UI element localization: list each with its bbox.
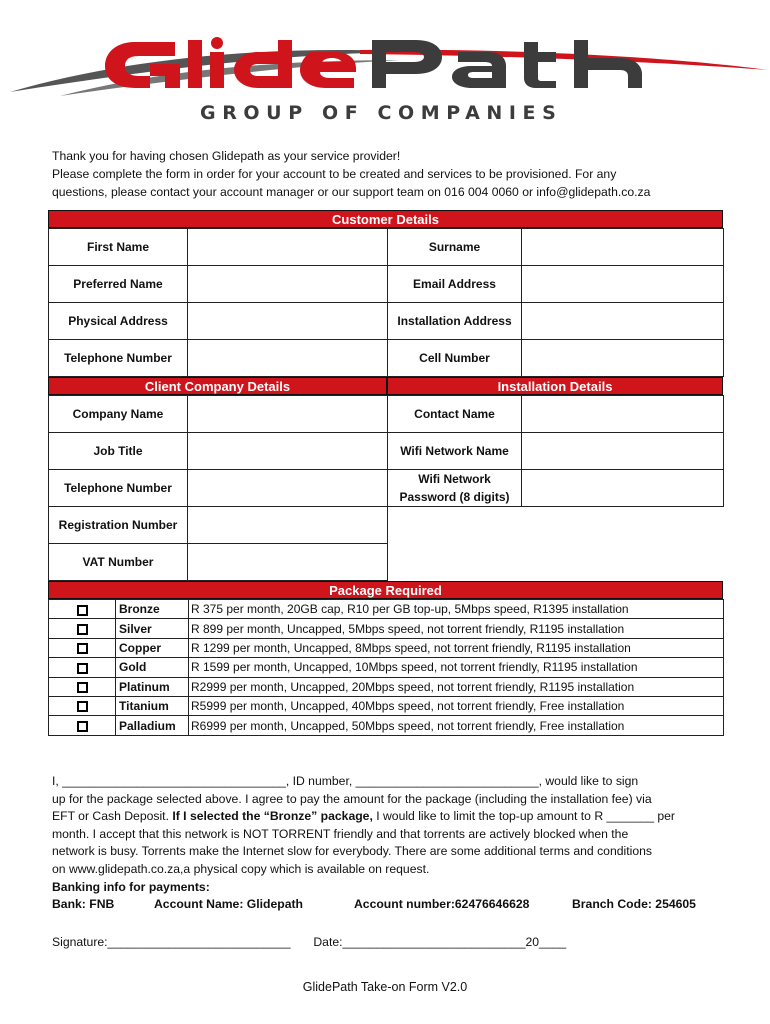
intro-line: Please complete the form in order for your account to be created and services to be provisioned. For any [52, 166, 617, 181]
banking-heading: Banking info for payments: [52, 879, 210, 894]
package-name: Gold [116, 658, 189, 677]
date-field[interactable]: Date:___________________________20____ [313, 935, 567, 949]
terms-line: I, _________________________________, ID number, ___________________________, would like to sign [52, 774, 639, 788]
contact-name-input[interactable] [522, 396, 724, 433]
platinum-checkbox[interactable] [77, 682, 88, 693]
field-label: Wifi Network Password (8 digits) [388, 470, 522, 507]
terms-line: up for the package selected above. I agree to pay the amount for the package (including the installation fee) via [52, 791, 652, 806]
field-label: VAT Number [49, 544, 188, 581]
package-name: Titanium [116, 696, 189, 715]
copper-checkbox[interactable] [77, 643, 88, 654]
customer-details-heading: Customer Details [48, 210, 723, 228]
field-label: Cell Number [388, 340, 522, 377]
package-name: Bronze [116, 600, 189, 619]
table-row [49, 229, 724, 266]
installation-details-heading: Installation Details [387, 377, 723, 395]
registration-number-input[interactable] [188, 507, 388, 544]
package-table [48, 599, 724, 736]
vat-number-input[interactable] [188, 544, 388, 581]
package-description: R6999 per month, Uncapped, 50Mbps speed, not torrent friendly, Free installation [189, 716, 724, 735]
surname-input[interactable] [522, 229, 724, 266]
terms-line: EFT or Cash Deposit. If I selected the “Bronze” package, I would like to limit the top-up amount to R _______ per [52, 809, 675, 824]
section-headings [48, 377, 723, 395]
terms-section [52, 773, 720, 914]
silver-checkbox[interactable] [77, 624, 88, 635]
package-description: R5999 per month, Uncapped, 40Mbps speed, not torrent friendly, Free installation [189, 696, 724, 715]
preferred-name-input[interactable] [188, 266, 388, 303]
telephone-number-input[interactable] [188, 340, 388, 377]
package-row [49, 658, 724, 677]
email-address-input[interactable] [522, 266, 724, 303]
field-label: Contact Name [388, 396, 522, 433]
field-label: Telephone Number [49, 340, 188, 377]
company-details-table [48, 395, 724, 581]
package-name: Palladium [116, 716, 189, 735]
package-row [49, 600, 724, 619]
package-row [49, 696, 724, 715]
field-label: First Name [49, 229, 188, 266]
package-description: R2999 per month, Uncapped, 20Mbps speed, not torrent friendly, R1195 installation [189, 677, 724, 696]
gold-checkbox[interactable] [77, 663, 88, 674]
signature-line [52, 935, 566, 949]
package-name: Copper [116, 638, 189, 657]
palladium-checkbox[interactable] [77, 721, 88, 732]
table-row [49, 433, 724, 470]
intro-text [52, 148, 732, 201]
field-label: Wifi Network Name [388, 433, 522, 470]
table-row [49, 266, 724, 303]
signature-field[interactable]: Signature:___________________________ [52, 935, 291, 949]
physical-address-input[interactable] [188, 303, 388, 340]
wifi-network-name-input[interactable] [522, 433, 724, 470]
package-required-heading: Package Required [48, 581, 723, 599]
package-row [49, 638, 724, 657]
branch-code: Branch Code: 254605 [572, 897, 696, 912]
banking-details [52, 896, 720, 914]
installation-address-input[interactable] [522, 303, 724, 340]
cell-number-input[interactable] [522, 340, 724, 377]
package-name: Silver [116, 619, 189, 638]
field-label: Telephone Number [49, 470, 188, 507]
package-description: R 375 per month, 20GB cap, R10 per GB top-up, 5Mbps speed, R1395 installation [189, 600, 724, 619]
account-name: Account Name: Glidepath [154, 897, 303, 912]
package-description: R 899 per month, Uncapped, 5Mbps speed, not torrent friendly, R1195 installation [189, 619, 724, 638]
footer-label: GlidePath Take-on Form V2.0 [302, 980, 468, 994]
table-row [49, 340, 724, 377]
table-row [49, 396, 724, 433]
table-row [49, 303, 724, 340]
first-name-input[interactable] [188, 229, 388, 266]
terms-line: on www.glidepath.co.za,a physical copy which is available on request. [52, 861, 430, 876]
job-title-input[interactable] [188, 433, 388, 470]
field-label: Installation Address [388, 303, 522, 340]
table-row [49, 470, 724, 507]
take-on-form [48, 210, 723, 736]
terms-line: month. I accept that this network is NOT TORRENT friendly and that torrents are actively blocked when the [52, 826, 629, 841]
package-description: R 1299 per month, Uncapped, 8Mbps speed, not torrent friendly, R1195 installation [189, 638, 724, 657]
field-label: Company Name [49, 396, 188, 433]
table-row [49, 507, 724, 544]
package-name: Platinum [116, 677, 189, 696]
field-label: Registration Number [49, 507, 188, 544]
package-row [49, 716, 724, 735]
account-number: Account number:62476646628 [354, 897, 530, 912]
intro-line: questions, please contact your account manager or our support team on 016 004 0060 or info@glidepath.co.za [52, 184, 651, 199]
table-row [49, 544, 724, 581]
field-label: Surname [388, 229, 522, 266]
field-label: Physical Address [49, 303, 188, 340]
field-label: Email Address [388, 266, 522, 303]
client-company-heading: Client Company Details [48, 377, 387, 395]
customer-details-table [48, 228, 724, 377]
wifi-password-input[interactable] [522, 470, 724, 507]
bronze-clause: If I selected the “Bronze” package, [172, 809, 373, 824]
bronze-checkbox[interactable] [77, 605, 88, 616]
company-logo [0, 0, 770, 135]
package-row [49, 619, 724, 638]
company-telephone-input[interactable] [188, 470, 388, 507]
bank-name: Bank: FNB [52, 897, 115, 912]
titanium-checkbox[interactable] [77, 701, 88, 712]
company-name-input[interactable] [188, 396, 388, 433]
package-description: R 1599 per month, Uncapped, 10Mbps speed, not torrent friendly, R1195 installation [189, 658, 724, 677]
logo-tagline: GROUP OF COMPANIES [200, 102, 563, 124]
package-row [49, 677, 724, 696]
terms-line: network is busy. Torrents make the Internet slow for everybody. There are some additional terms and conditions [52, 844, 652, 859]
field-label: Job Title [49, 433, 188, 470]
field-label: Preferred Name [49, 266, 188, 303]
intro-line: Thank you for having chosen Glidepath as your service provider! [52, 149, 401, 163]
